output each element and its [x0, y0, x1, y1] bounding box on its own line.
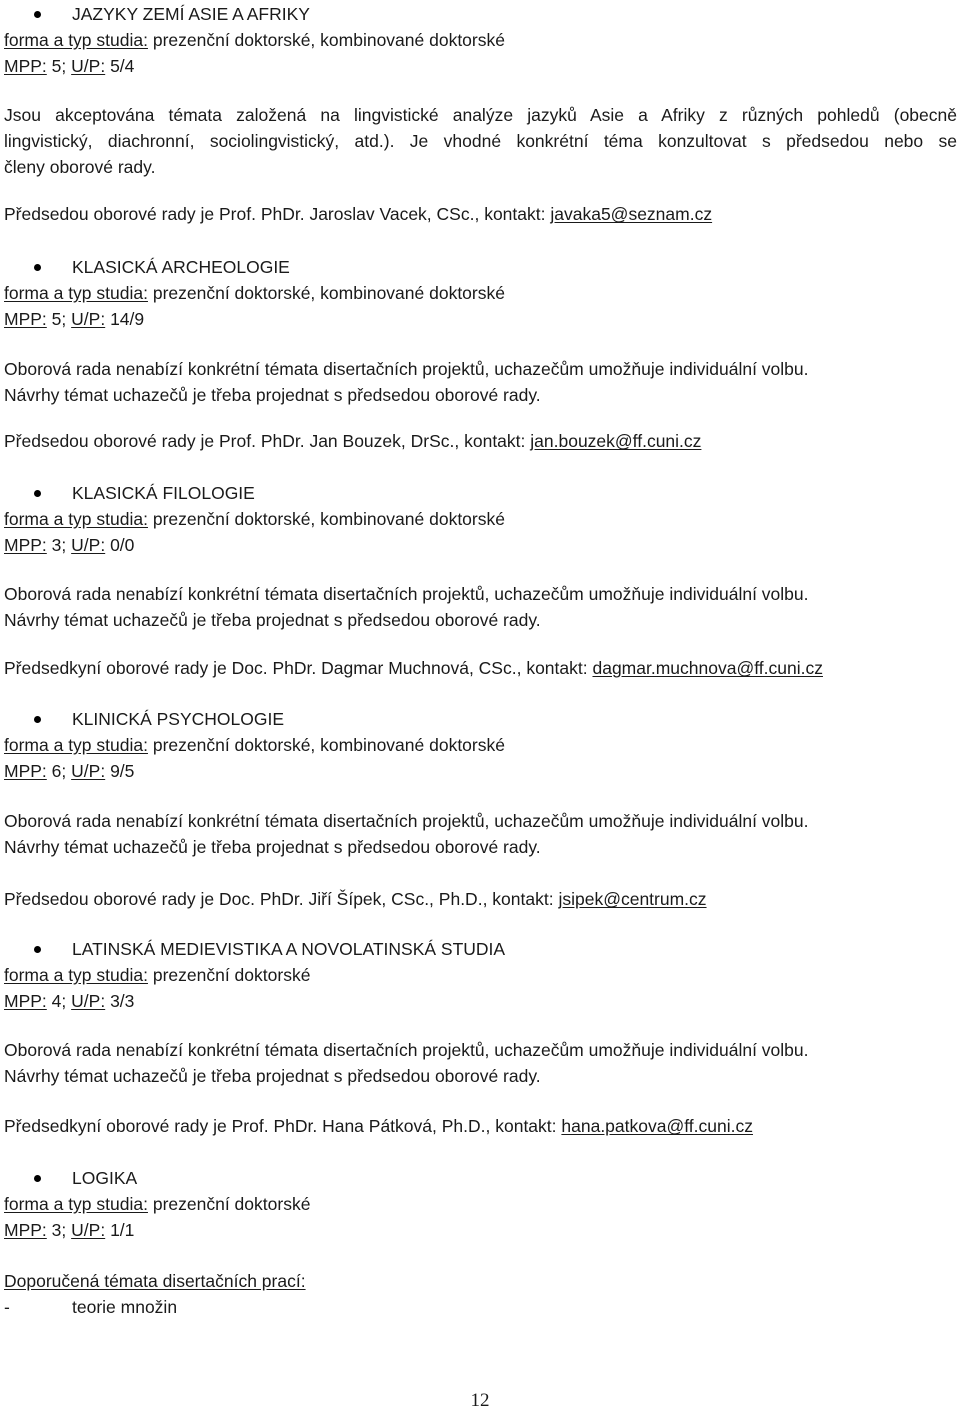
mpp-label: MPP: — [4, 56, 47, 76]
bullet-icon — [34, 1175, 41, 1182]
mpp-label: MPP: — [4, 1220, 47, 1240]
mpp-label: MPP: — [4, 761, 47, 781]
description-line: Návrhy témat uchazečů je třeba projednat s předsedou oborové rady. — [4, 1066, 541, 1086]
study-form-label: forma a typ studia: — [4, 965, 148, 985]
up-label: U/P: — [71, 309, 106, 329]
section-title: LATINSKÁ MEDIEVISTIKA A NOVOLATINSKÁ STUDIA — [72, 939, 506, 959]
study-form-value: prezenční doktorské, kombinované doktorské — [152, 283, 505, 303]
mpp-line: MPP: 3; U/P: 0/0 — [4, 535, 135, 555]
study-form-line — [4, 281, 505, 305]
contact-label: , kontakt: — [474, 204, 546, 224]
study-form-label: forma a typ studia: — [4, 30, 148, 50]
chair-text: Předsedou oborové rady je Prof. PhDr. Jaroslav Vacek, CSc. — [4, 204, 475, 224]
description-line: Návrhy témat uchazečů je třeba projednat s předsedou oborové rady. — [4, 610, 541, 630]
chair-text: Předsedkyní oborové rady je Doc. PhDr. Dagmar Muchnová, CSc. — [4, 658, 517, 678]
study-form-label: forma a typ studia: — [4, 283, 148, 303]
bullet-icon — [34, 490, 41, 497]
description-line: členy oborové rady. — [4, 157, 156, 177]
section-title: KLINICKÁ PSYCHOLOGIE — [72, 709, 285, 729]
mpp-line: MPP: 6; U/P: 9/5 — [4, 761, 135, 781]
mpp-value: 6 — [51, 761, 62, 781]
chair-line — [4, 656, 823, 680]
study-form-value: prezenční doktorské, kombinované doktorské — [152, 30, 505, 50]
up-value: 5/4 — [110, 56, 135, 76]
mpp-label: MPP: — [4, 535, 47, 555]
study-form-label: forma a typ studia: — [4, 509, 148, 529]
page-number: 12 — [470, 1390, 490, 1411]
mpp-line: MPP: 5; U/P: 5/4 — [4, 56, 135, 76]
study-form-label: forma a typ studia: — [4, 1194, 148, 1214]
up-label: U/P: — [71, 761, 106, 781]
study-form-value: prezenční doktorské, kombinované doktorské — [152, 735, 505, 755]
up-value: 14/9 — [110, 309, 145, 329]
up-value: 9/5 — [110, 761, 135, 781]
description-line: lingvistický, diachronní, sociolingvistický, atd.). Je vhodné konkrétní téma konzultovat s předsedou nebo se — [4, 131, 957, 151]
contact-email-link[interactable]: javaka5@seznam.cz — [550, 204, 713, 224]
bullet-icon — [34, 264, 41, 271]
section-title: KLASICKÁ ARCHEOLOGIE — [72, 257, 290, 277]
description-line: Jsou akceptována témata založená na lingvistické analýze jazyků Asie a Afriky z různých pohledů (obecně — [4, 105, 957, 125]
section-title: KLASICKÁ FILOLOGIE — [72, 483, 255, 503]
contact-email-link[interactable]: hana.patkova@ff.cuni.cz — [561, 1116, 753, 1136]
chair-text: Předsedou oborové rady je Doc. PhDr. Jiří Šípek, CSc., Ph.D. — [4, 889, 483, 909]
description-line: Oborová rada nenabízí konkrétní témata disertačních projektů, uchazečům umožňuje individuální volbu. — [4, 359, 809, 379]
contact-label: , kontakt: — [482, 889, 554, 909]
topics-heading: Doporučená témata disertačních prací: — [4, 1271, 306, 1291]
chair-line — [4, 1114, 753, 1138]
mpp-value: 5 — [51, 56, 62, 76]
study-form-line — [4, 1192, 310, 1216]
chair-line — [4, 202, 712, 226]
study-form-value: prezenční doktorské, kombinované doktorské — [152, 509, 505, 529]
up-label: U/P: — [71, 1220, 106, 1240]
chair-line — [4, 887, 707, 911]
mpp-value: 4 — [51, 991, 62, 1011]
up-label: U/P: — [71, 991, 106, 1011]
description-line: Oborová rada nenabízí konkrétní témata disertačních projektů, uchazečům umožňuje individuální volbu. — [4, 811, 809, 831]
description-line: Návrhy témat uchazečů je třeba projednat s předsedou oborové rady. — [4, 385, 541, 405]
mpp-line: MPP: 5; U/P: 14/9 — [4, 309, 145, 329]
study-form-line — [4, 963, 310, 987]
contact-email-link[interactable]: jan.bouzek@ff.cuni.cz — [530, 431, 702, 451]
chair-line — [4, 429, 701, 453]
up-value: 3/3 — [110, 991, 135, 1011]
study-form-line — [4, 507, 505, 531]
study-form-line — [4, 733, 505, 757]
description-line: Návrhy témat uchazečů je třeba projednat s předsedou oborové rady. — [4, 837, 541, 857]
contact-label: , kontakt: — [485, 1116, 557, 1136]
section-title: LOGIKA — [72, 1168, 138, 1188]
chair-text: Předsedkyní oborové rady je Prof. PhDr. Hana Pátková, Ph.D. — [4, 1116, 486, 1136]
study-form-line — [4, 28, 505, 52]
bullet-icon — [34, 11, 41, 18]
up-label: U/P: — [71, 56, 106, 76]
contact-email-link[interactable]: jsipek@centrum.cz — [558, 889, 707, 909]
description-line: Oborová rada nenabízí konkrétní témata disertačních projektů, uchazečům umožňuje individuální volbu. — [4, 584, 809, 604]
section-title: JAZYKY ZEMÍ ASIE A AFRIKY — [72, 4, 310, 24]
study-form-value: prezenční doktorské — [152, 1194, 311, 1214]
mpp-value: 3 — [51, 535, 62, 555]
topic-item: teorie množin — [72, 1297, 178, 1317]
study-form-value: prezenční doktorské — [152, 965, 311, 985]
mpp-value: 3 — [51, 1220, 62, 1240]
contact-label: , kontakt: — [516, 658, 588, 678]
up-value: 1/1 — [110, 1220, 135, 1240]
mpp-value: 5 — [51, 309, 62, 329]
up-value: 0/0 — [110, 535, 135, 555]
study-form-label: forma a typ studia: — [4, 735, 148, 755]
mpp-label: MPP: — [4, 309, 47, 329]
contact-email-link[interactable]: dagmar.muchnova@ff.cuni.cz — [592, 658, 823, 678]
dash-marker: - — [4, 1297, 10, 1317]
bullet-icon — [34, 716, 41, 723]
chair-text: Předsedou oborové rady je Prof. PhDr. Jan Bouzek, DrSc. — [4, 431, 455, 451]
bullet-icon — [34, 946, 41, 953]
mpp-line: MPP: 4; U/P: 3/3 — [4, 991, 135, 1011]
description-line: Oborová rada nenabízí konkrétní témata disertačních projektů, uchazečům umožňuje individuální volbu. — [4, 1040, 809, 1060]
mpp-label: MPP: — [4, 991, 47, 1011]
mpp-line: MPP: 3; U/P: 1/1 — [4, 1220, 135, 1240]
up-label: U/P: — [71, 535, 106, 555]
contact-label: , kontakt: — [454, 431, 526, 451]
